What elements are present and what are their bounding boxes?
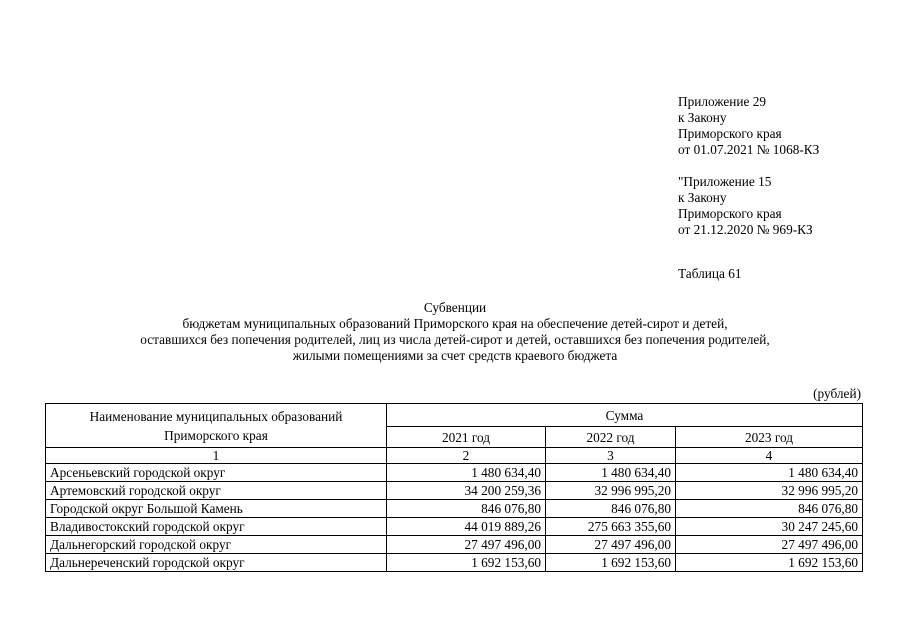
amount-2023: 32 996 995,20 — [676, 482, 863, 500]
column-number: 2 — [387, 448, 546, 464]
municipality-name: Городской округ Большой Камень — [46, 500, 387, 518]
amount-2022: 275 663 355,60 — [546, 518, 676, 536]
amended-appendix-line: "Приложение 15 — [678, 174, 772, 189]
amount-2023: 1 692 153,60 — [676, 554, 863, 572]
spacer — [678, 158, 898, 174]
amount-2022: 32 996 995,20 — [546, 482, 676, 500]
amount-2021: 27 497 496,00 — [387, 536, 546, 554]
title-line: жилыми помещениями за счет средств краевого бюджета — [292, 348, 618, 363]
amount-2021: 1 480 634,40 — [387, 464, 546, 482]
amount-2022: 27 497 496,00 — [546, 536, 676, 554]
amount-2023: 27 497 496,00 — [676, 536, 863, 554]
appendix-line: Приморского края — [678, 126, 782, 141]
title-line: Субвенции — [423, 300, 487, 315]
municipality-name: Владивостокский городской округ — [46, 518, 387, 536]
amended-appendix-line: к Закону — [678, 190, 727, 205]
amended-appendix-line: Приморского края — [678, 206, 782, 221]
amended-appendix-line: от 21.12.2020 № 969-КЗ — [678, 222, 813, 237]
column-number-row — [46, 448, 863, 464]
amount-2021: 846 076,80 — [387, 500, 546, 518]
column-header-name-line: Приморского края — [164, 427, 268, 443]
column-number: 1 — [46, 448, 387, 464]
amount-2021: 34 200 259,36 — [387, 482, 546, 500]
table-row — [46, 464, 863, 482]
column-number: 3 — [546, 448, 676, 464]
title-line: оставшихся без попечения родителей, лиц из числа детей-сирот и детей, оставшихся без попечения родителей, — [140, 332, 770, 347]
amount-2021: 44 019 889,26 — [387, 518, 546, 536]
column-header-name-line: Наименование муниципальных образований — [89, 408, 343, 424]
column-header-sum: Сумма — [387, 404, 863, 427]
title-line: бюджетам муниципальных образований Приморского края на обеспечение детей-сирот и детей, — [182, 316, 728, 331]
table-row — [46, 518, 863, 536]
amount-2022: 1 692 153,60 — [546, 554, 676, 572]
amount-2023: 30 247 245,60 — [676, 518, 863, 536]
table-row — [46, 554, 863, 572]
municipality-name: Дальнегорский городской округ — [46, 536, 387, 554]
column-header-2023: 2023 год — [676, 427, 863, 448]
municipality-name: Артемовский городской округ — [46, 482, 387, 500]
subvention-table — [45, 403, 863, 572]
amount-2023: 846 076,80 — [676, 500, 863, 518]
appendix-line: Приложение 29 — [678, 94, 766, 109]
amount-2021: 1 692 153,60 — [387, 554, 546, 572]
table-row — [46, 500, 863, 518]
municipality-name: Дальнереченский городской округ — [46, 554, 387, 572]
table-row — [46, 482, 863, 500]
appendix-line: от 01.07.2021 № 1068-КЗ — [678, 142, 820, 157]
appendix-reference — [678, 94, 898, 238]
amount-2022: 846 076,80 — [546, 500, 676, 518]
appendix-line: к Закону — [678, 110, 727, 125]
column-header-2021: 2021 год — [387, 427, 546, 448]
amount-2022: 1 480 634,40 — [546, 464, 676, 482]
document-title — [40, 300, 870, 364]
column-number: 4 — [676, 448, 863, 464]
column-header-name — [46, 404, 387, 448]
units-label: (рублей) — [813, 386, 861, 401]
table-number: Таблица 61 — [678, 266, 742, 281]
amount-2023: 1 480 634,40 — [676, 464, 863, 482]
column-header-2022: 2022 год — [546, 427, 676, 448]
header-row — [46, 404, 863, 427]
municipality-name: Арсеньевский городской округ — [46, 464, 387, 482]
table-row — [46, 536, 863, 554]
